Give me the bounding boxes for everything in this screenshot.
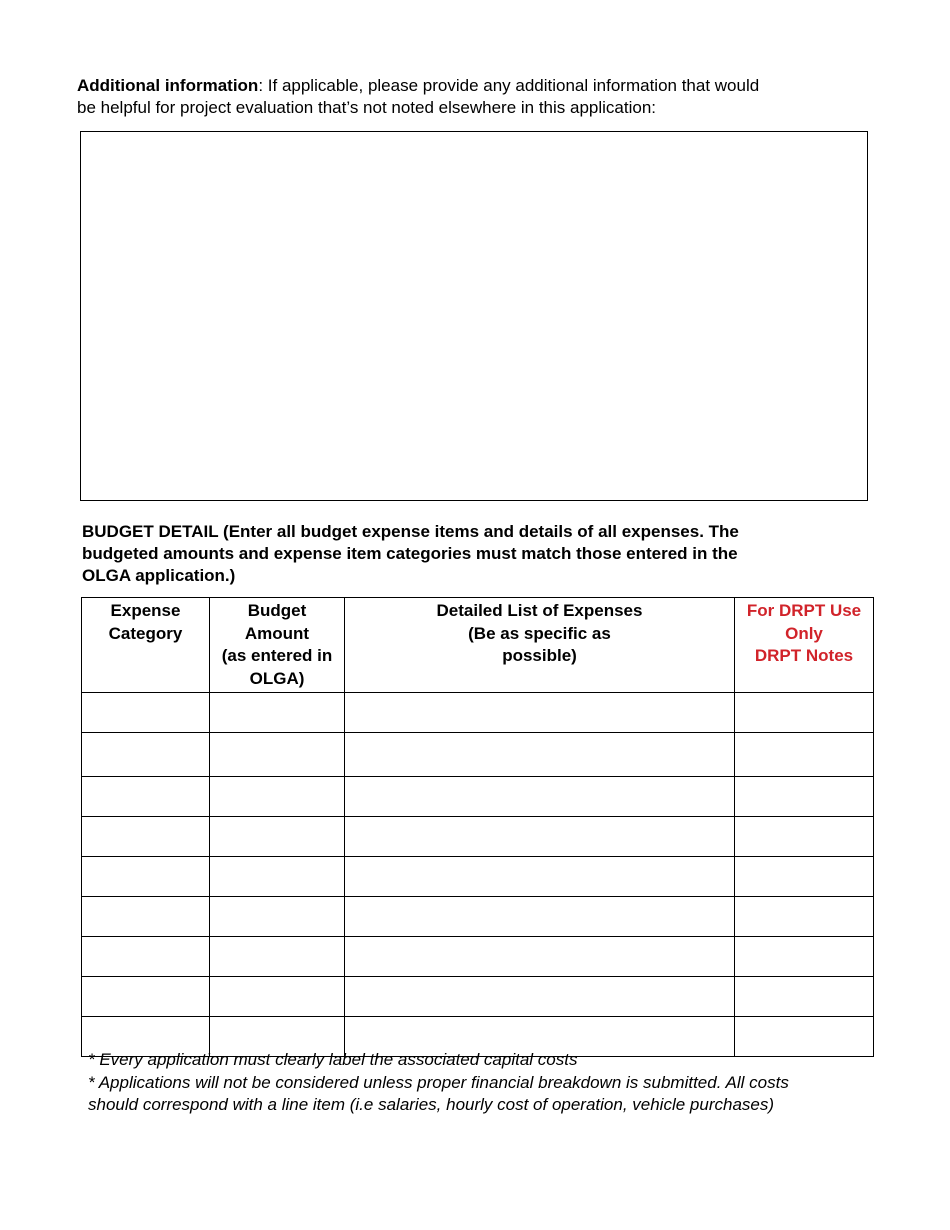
- expense-detail-input[interactable]: [345, 937, 734, 976]
- expense-category-input[interactable]: [82, 897, 209, 936]
- expense-category-input[interactable]: [82, 817, 209, 856]
- header-line: For DRPT Use: [746, 601, 862, 620]
- expense-category-cell: [82, 733, 210, 777]
- table-row: [82, 897, 874, 937]
- additional-info-text-1: : If applicable, please provide any additional information that would: [258, 76, 760, 95]
- footnote-line: * Every application must clearly label the associated capital costs: [88, 1050, 578, 1069]
- header-line: Only: [785, 623, 823, 643]
- header-line: (Be as specific as: [468, 623, 611, 643]
- expense-category-cell: [82, 693, 210, 733]
- expense-detail-cell: [345, 857, 735, 897]
- budget-amount-input[interactable]: [210, 937, 344, 976]
- budget-amount-input[interactable]: [210, 777, 344, 816]
- table-row: [82, 937, 874, 977]
- expense-category-input[interactable]: [82, 693, 209, 732]
- expense-category-cell: [82, 777, 210, 817]
- budget-amount-input[interactable]: [210, 693, 344, 732]
- expense-category-input[interactable]: [82, 857, 209, 896]
- header-line: (as entered in: [221, 646, 333, 665]
- expense-category-input[interactable]: [82, 777, 209, 816]
- header-detailed-expenses: [345, 598, 735, 693]
- drpt-notes-cell: [735, 693, 874, 733]
- table-row: [82, 977, 874, 1017]
- budget-amount-cell: [210, 733, 345, 777]
- expense-detail-input[interactable]: [345, 693, 734, 732]
- drpt-notes-cell: [735, 733, 874, 777]
- expense-category-input[interactable]: [82, 733, 209, 776]
- expense-category-cell: [82, 897, 210, 937]
- expense-detail-cell: [345, 693, 735, 733]
- expense-detail-input[interactable]: [345, 733, 734, 776]
- budget-amount-cell: [210, 937, 345, 977]
- drpt-notes-cell: [735, 777, 874, 817]
- budget-detail-heading: [82, 521, 872, 587]
- drpt-notes-input[interactable]: [735, 857, 873, 896]
- additional-info-prompt: [77, 75, 877, 119]
- expense-detail-input[interactable]: [345, 977, 734, 1016]
- header-line: DRPT Notes: [754, 646, 854, 665]
- budget-amount-input[interactable]: [210, 817, 344, 856]
- expense-category-cell: [82, 977, 210, 1017]
- additional-info-textarea[interactable]: [81, 132, 867, 500]
- header-line: Amount: [244, 623, 310, 643]
- drpt-notes-input[interactable]: [735, 897, 873, 936]
- table-row: [82, 693, 874, 733]
- drpt-notes-input[interactable]: [735, 937, 873, 976]
- drpt-notes-cell: [735, 897, 874, 937]
- expense-detail-input[interactable]: [345, 777, 734, 816]
- header-line: Budget: [247, 601, 307, 620]
- header-line: possible): [502, 646, 577, 665]
- expense-category-cell: [82, 817, 210, 857]
- budget-amount-input[interactable]: [210, 857, 344, 896]
- budget-detail-table: [81, 597, 874, 1057]
- drpt-notes-input[interactable]: [735, 977, 873, 1016]
- expense-detail-input[interactable]: [345, 857, 734, 896]
- budget-amount-cell: [210, 897, 345, 937]
- drpt-notes-cell: [735, 977, 874, 1017]
- expense-category-cell: [82, 937, 210, 977]
- budget-heading-line: budgeted amounts and expense item categories must match those entered in the: [82, 544, 738, 563]
- expense-category-input[interactable]: [82, 937, 209, 976]
- additional-info-label: Additional information: [77, 76, 259, 95]
- budget-amount-input[interactable]: [210, 733, 344, 776]
- footnote-line: should correspond with a line item (i.e salaries, hourly cost of operation, vehicle purchases): [88, 1095, 775, 1114]
- budget-amount-input[interactable]: [210, 897, 344, 936]
- expense-detail-cell: [345, 777, 735, 817]
- drpt-notes-cell: [735, 817, 874, 857]
- budget-amount-cell: [210, 693, 345, 733]
- expense-category-input[interactable]: [82, 977, 209, 1016]
- budget-heading-line: OLGA application.): [82, 566, 236, 585]
- drpt-notes-input[interactable]: [735, 733, 873, 776]
- header-line: Expense: [110, 601, 181, 620]
- header-line: Detailed List of Expenses: [436, 601, 643, 620]
- budget-amount-input[interactable]: [210, 977, 344, 1016]
- table-row: [82, 733, 874, 777]
- header-expense-category: [82, 598, 210, 693]
- budget-heading-line: BUDGET DETAIL (Enter all budget expense items and details of all expenses. The: [82, 522, 739, 541]
- header-line: Category: [108, 623, 183, 643]
- expense-category-cell: [82, 857, 210, 897]
- budget-amount-cell: [210, 777, 345, 817]
- additional-info-line-1: [77, 75, 877, 97]
- drpt-notes-cell: [735, 857, 874, 897]
- expense-detail-input[interactable]: [345, 817, 734, 856]
- drpt-notes-input[interactable]: [735, 693, 873, 732]
- table-row: [82, 857, 874, 897]
- expense-detail-cell: [345, 733, 735, 777]
- budget-header-row: [82, 598, 874, 693]
- footnote-line: * Applications will not be considered unless proper financial breakdown is submitted. All costs: [88, 1072, 789, 1092]
- expense-detail-cell: [345, 897, 735, 937]
- header-drpt-notes: [735, 598, 874, 693]
- expense-detail-input[interactable]: [345, 897, 734, 936]
- drpt-notes-input[interactable]: [735, 777, 873, 816]
- table-row: [82, 777, 874, 817]
- drpt-notes-cell: [735, 937, 874, 977]
- expense-detail-cell: [345, 977, 735, 1017]
- footnotes: [88, 1049, 878, 1117]
- table-row: [82, 817, 874, 857]
- expense-detail-cell: [345, 817, 735, 857]
- budget-amount-cell: [210, 817, 345, 857]
- drpt-notes-input[interactable]: [735, 817, 873, 856]
- header-budget-amount: [210, 598, 345, 693]
- header-line: OLGA): [249, 668, 305, 688]
- additional-info-line-2: be helpful for project evaluation that’s not noted elsewhere in this application:: [77, 98, 657, 117]
- additional-info-box: [80, 131, 868, 501]
- budget-amount-cell: [210, 977, 345, 1017]
- expense-detail-cell: [345, 937, 735, 977]
- budget-amount-cell: [210, 857, 345, 897]
